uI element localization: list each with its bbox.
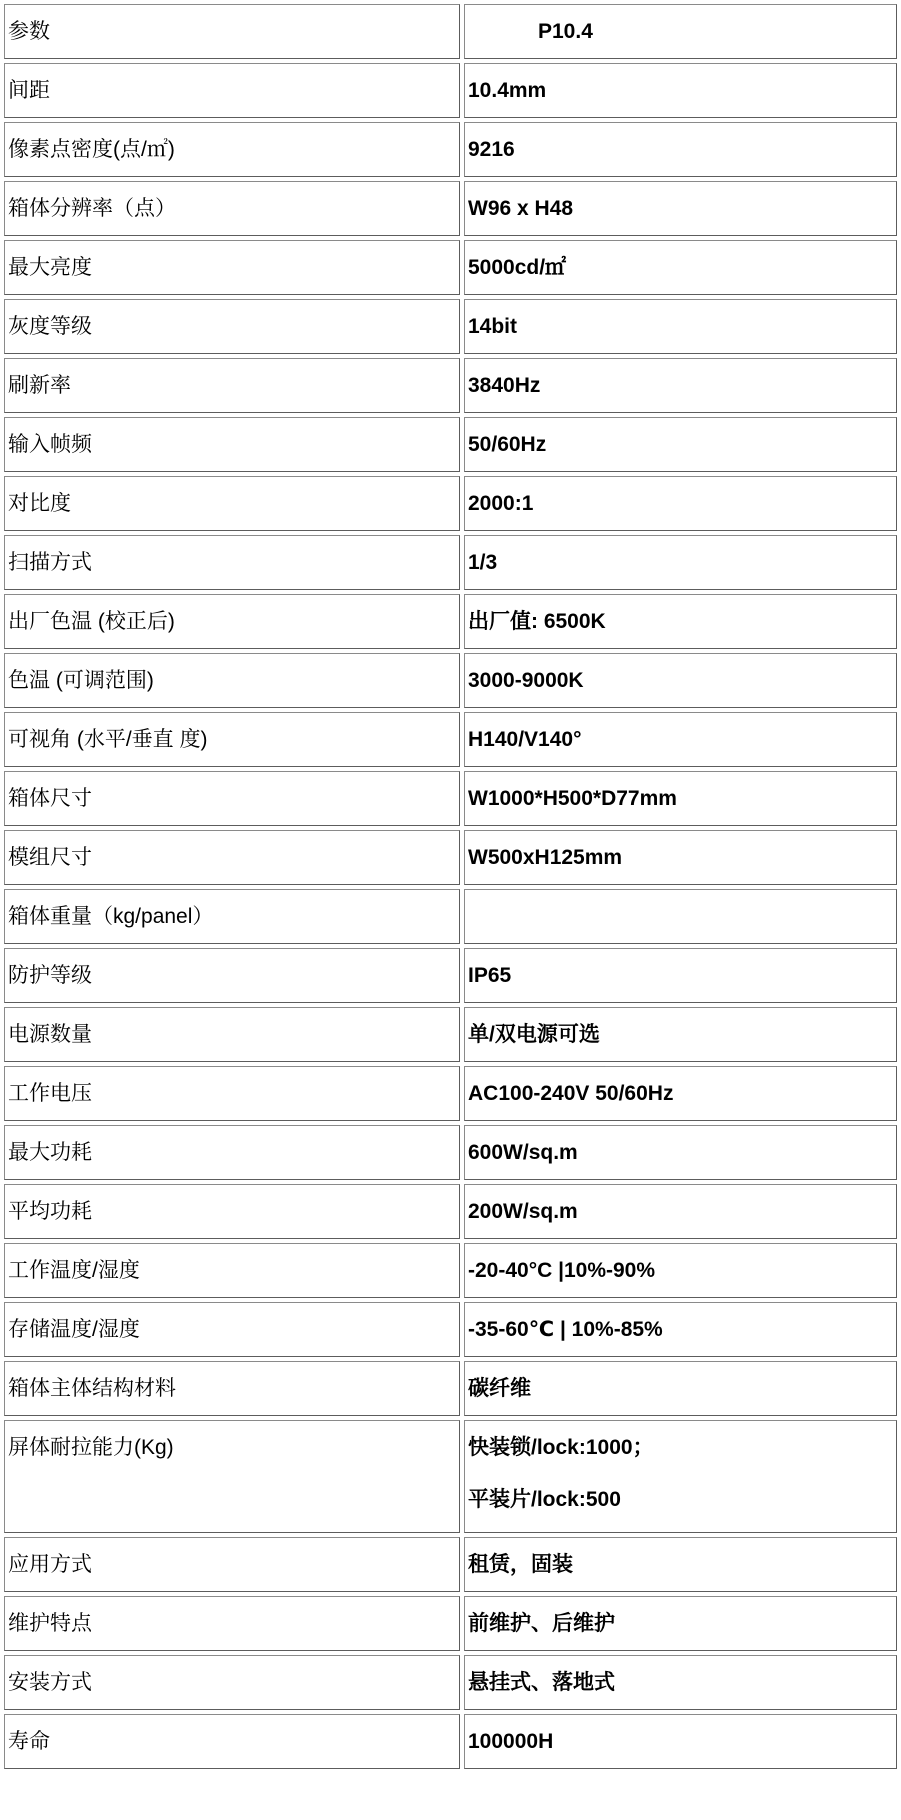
param-value <box>464 889 897 944</box>
param-value: 200W/sq.m <box>464 1184 897 1239</box>
param-label: 工作温度/湿度 <box>4 1243 460 1298</box>
param-label: 模组尺寸 <box>4 830 460 885</box>
param-value: 悬挂式、落地式 <box>464 1655 897 1710</box>
param-label: 存储温度/湿度 <box>4 1302 460 1357</box>
param-value: 50/60Hz <box>464 417 897 472</box>
param-value: -20-40°C |10%-90% <box>464 1243 897 1298</box>
param-label: 对比度 <box>4 476 460 531</box>
param-value: 9216 <box>464 122 897 177</box>
table-row <box>4 535 897 590</box>
param-value: 5000cd/㎡ <box>464 240 897 295</box>
param-label: 寿命 <box>4 1714 460 1769</box>
param-label: 像素点密度(点/㎡) <box>4 122 460 177</box>
table-row <box>4 122 897 177</box>
param-value: 3000-9000K <box>464 653 897 708</box>
param-value: 租赁，固装 <box>464 1537 897 1592</box>
param-value: W500xH125mm <box>464 830 897 885</box>
param-value: IP65 <box>464 948 897 1003</box>
param-label: 防护等级 <box>4 948 460 1003</box>
param-value: 14bit <box>464 299 897 354</box>
param-label: 安装方式 <box>4 1655 460 1710</box>
param-label: 参数 <box>4 4 460 59</box>
param-value: 2000:1 <box>464 476 897 531</box>
table-row <box>4 1420 897 1533</box>
param-label: 可视角 (水平/垂直 度) <box>4 712 460 767</box>
param-value: H140/V140° <box>464 712 897 767</box>
param-value: 10.4mm <box>464 63 897 118</box>
param-label: 箱体主体结构材料 <box>4 1361 460 1416</box>
param-value: 单/双电源可选 <box>464 1007 897 1062</box>
param-label: 电源数量 <box>4 1007 460 1062</box>
param-label: 扫描方式 <box>4 535 460 590</box>
param-label: 维护特点 <box>4 1596 460 1651</box>
param-value <box>464 1420 897 1533</box>
param-label: 色温 (可调范围) <box>4 653 460 708</box>
table-row <box>4 1361 897 1416</box>
param-value: -35-60℃ | 10%-85% <box>464 1302 897 1357</box>
table-row <box>4 889 897 944</box>
table-row <box>4 594 897 649</box>
table-row <box>4 1184 897 1239</box>
table-row <box>4 948 897 1003</box>
table-row <box>4 417 897 472</box>
param-label: 灰度等级 <box>4 299 460 354</box>
table-row <box>4 476 897 531</box>
table-row <box>4 830 897 885</box>
param-value: 100000H <box>464 1714 897 1769</box>
param-value: W96 x H48 <box>464 181 897 236</box>
param-value: W1000*H500*D77mm <box>464 771 897 826</box>
table-row <box>4 1125 897 1180</box>
param-label: 出厂色温 (校正后) <box>4 594 460 649</box>
param-value: 出厂值: 6500K <box>464 594 897 649</box>
table-row <box>4 4 897 59</box>
param-value-line: 平装片/lock:500 <box>468 1488 621 1511</box>
param-value: 3840Hz <box>464 358 897 413</box>
table-row <box>4 1066 897 1121</box>
param-label: 工作电压 <box>4 1066 460 1121</box>
table-row <box>4 1007 897 1062</box>
param-value: 碳纤维 <box>464 1361 897 1416</box>
table-row <box>4 358 897 413</box>
param-label: 平均功耗 <box>4 1184 460 1239</box>
table-row <box>4 1537 897 1592</box>
param-value-line: 快装锁/lock:1000； <box>468 1436 654 1459</box>
param-label: 箱体分辨率（点） <box>4 181 460 236</box>
table-row <box>4 1302 897 1357</box>
table-row <box>4 240 897 295</box>
param-value: P10.4 <box>464 4 897 59</box>
param-label: 屏体耐拉能力(Kg) <box>4 1420 460 1533</box>
table-row <box>4 181 897 236</box>
table-row <box>4 1243 897 1298</box>
table-row <box>4 1655 897 1710</box>
param-label: 应用方式 <box>4 1537 460 1592</box>
param-label: 输入帧频 <box>4 417 460 472</box>
param-label: 最大亮度 <box>4 240 460 295</box>
table-row <box>4 63 897 118</box>
table-row <box>4 1596 897 1651</box>
param-value: 前维护、后维护 <box>464 1596 897 1651</box>
param-value: 1/3 <box>464 535 897 590</box>
table-row <box>4 653 897 708</box>
param-label: 间距 <box>4 63 460 118</box>
table-row <box>4 1714 897 1769</box>
table-row <box>4 712 897 767</box>
param-label: 最大功耗 <box>4 1125 460 1180</box>
spec-table-body <box>4 4 897 1769</box>
param-label: 箱体重量（kg/panel） <box>4 889 460 944</box>
param-value: AC100-240V 50/60Hz <box>464 1066 897 1121</box>
table-row <box>4 771 897 826</box>
param-value: 600W/sq.m <box>464 1125 897 1180</box>
param-label: 箱体尺寸 <box>4 771 460 826</box>
table-row <box>4 299 897 354</box>
param-label: 刷新率 <box>4 358 460 413</box>
